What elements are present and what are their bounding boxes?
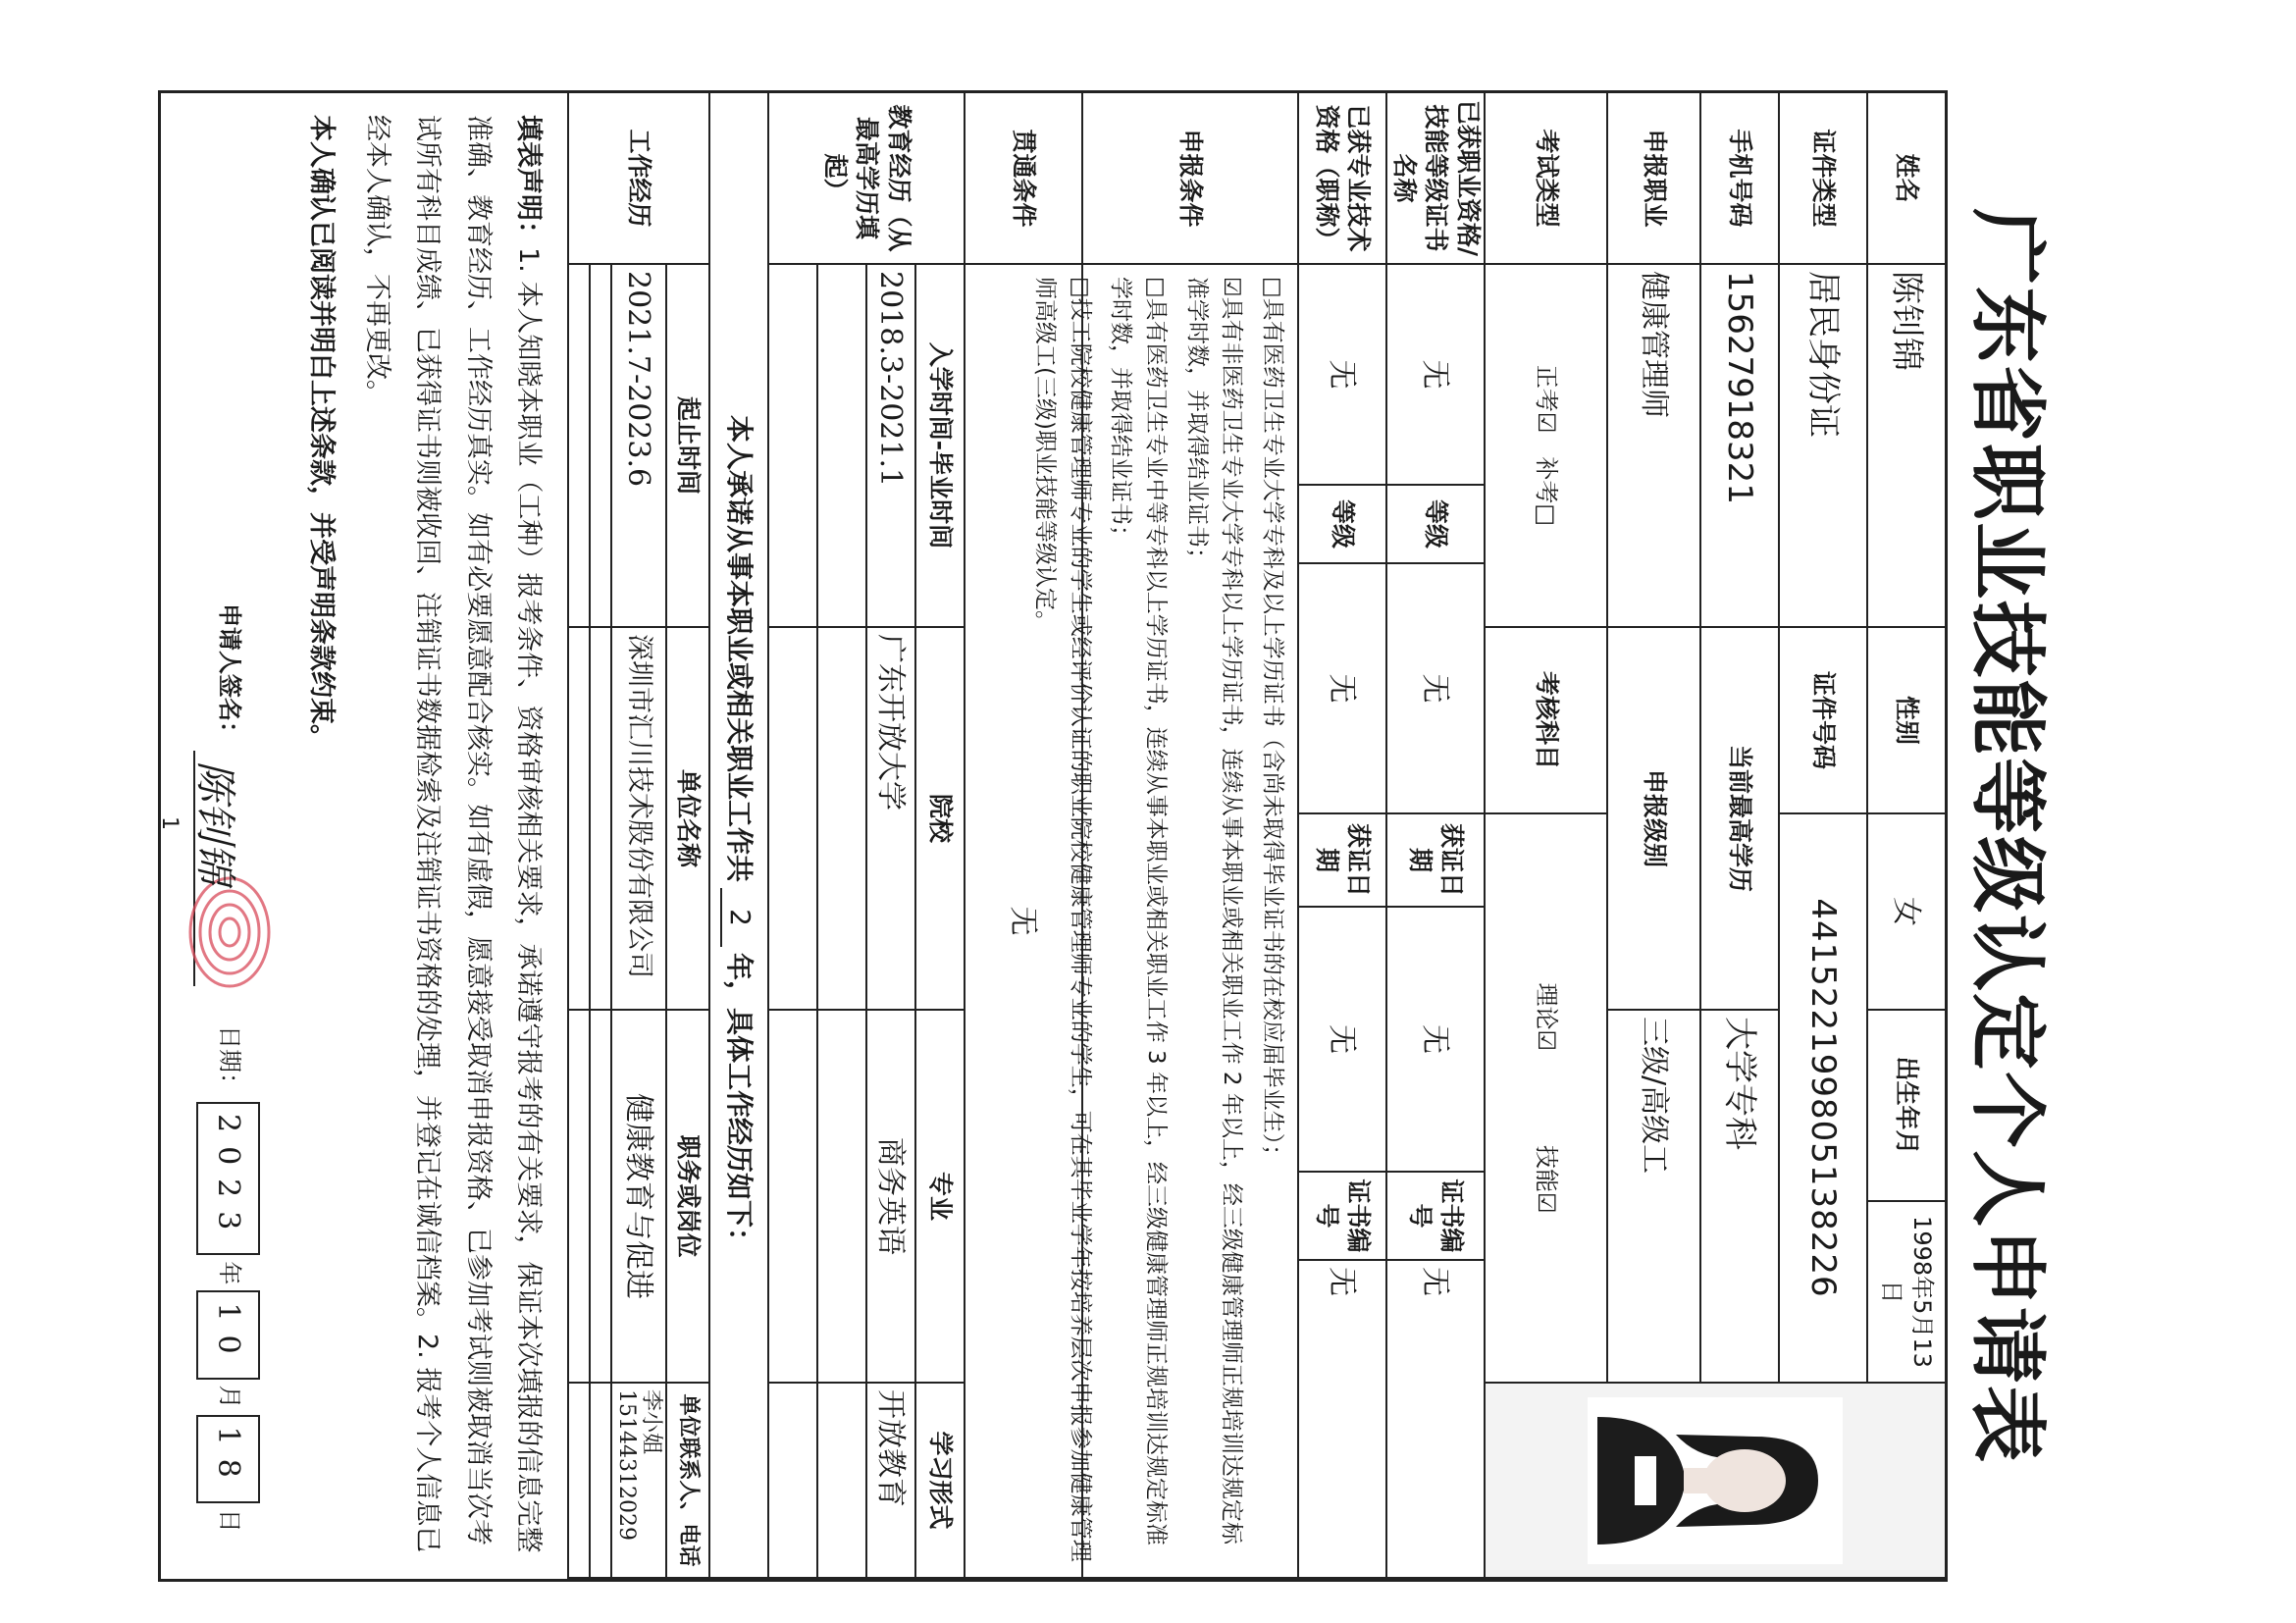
- value-subjects[interactable]: 理论☑ 技能☑: [1484, 814, 1606, 1384]
- date-label: 日期：: [215, 1025, 243, 1096]
- handwritten-signature: 陈钊锦: [191, 760, 239, 885]
- label-id-no: 证件号码: [1778, 628, 1866, 814]
- value-level[interactable]: 三级/高级工: [1606, 1011, 1699, 1384]
- rotated-form-sheet: [152, 90, 2065, 1582]
- label-qual-no: 证书编号: [1385, 1173, 1484, 1261]
- value-through[interactable]: 无: [964, 265, 1081, 1579]
- label-phone: 手机号码: [1699, 93, 1778, 265]
- work-header-contact: 单位联系人、电话: [665, 1384, 708, 1579]
- form-title: 广东省职业技能等级认定个人申请表: [1962, 207, 2051, 1464]
- edu-row-1-time[interactable]: 2018.3-2021.1: [865, 265, 914, 628]
- edu-header-school: 院校: [914, 628, 964, 1011]
- edu-row-3-form[interactable]: [767, 1384, 816, 1579]
- edu-row-3-school[interactable]: [767, 628, 816, 1011]
- label-edu: 当前最高学历: [1699, 628, 1778, 1011]
- promise-years[interactable]: 2: [720, 888, 757, 947]
- declaration-text: 1. 本人知晓本职业（工种）报考条件、资格审核相关要求，承诺遵守报考的有关要求，保证本次填报的信息完整准确、教育经历、工作经历真实。如有必要愿意配合核实。如有虚假，愿意接受取消申报资格、已参加考试则被取消当次考试所有科目成绩、已获得证书则被收回、注销证书数据检索及注销证书资格的处理，并登记在诚信档案。2. 报考个人信息已经本人确认，不再更改。: [362, 115, 544, 1553]
- edu-header-time: 入学时间-毕业时间: [914, 265, 964, 628]
- edu-row-3-major[interactable]: [767, 1011, 816, 1384]
- edu-row-1-school[interactable]: 广东开放大学: [865, 628, 914, 1011]
- label-education: 教育经历（从最高学历填起）: [767, 93, 964, 265]
- edu-row-2-major[interactable]: [816, 1011, 865, 1384]
- edu-row-1-major[interactable]: 商务英语: [865, 1011, 914, 1384]
- work-header-position: 职务或岗位: [665, 1011, 708, 1384]
- declaration-heading: 填表声明：: [513, 115, 544, 247]
- value-title-grade[interactable]: 无: [1297, 564, 1385, 814]
- value-edu[interactable]: 大学专科: [1699, 1011, 1778, 1384]
- edu-row-2-school[interactable]: [816, 628, 865, 1011]
- date-day-label: 日: [215, 1508, 243, 1533]
- work-row-1-contact[interactable]: 李小姐 15144312029: [610, 1384, 665, 1579]
- work-row-1-company[interactable]: 深圳市汇川技术股份有限公司: [610, 628, 665, 1011]
- edu-row-3-time[interactable]: [767, 265, 816, 628]
- date-month-label: 月: [215, 1385, 243, 1409]
- label-gender: 性别: [1866, 628, 1945, 814]
- label-name: 姓名: [1866, 93, 1945, 265]
- label-occupation: 申报职业: [1606, 93, 1699, 265]
- condition-option-1[interactable]: □具有医药卫生专业大学专科及以上学历证书（含尚未取得毕业证书的在校应届毕业生）；: [1260, 277, 1285, 1168]
- sign-label: 申请人签名：: [215, 603, 243, 745]
- declaration: [155, 93, 567, 1585]
- work-row-1-position[interactable]: 健康教育与促进: [610, 1011, 665, 1384]
- date-month[interactable]: 10: [197, 1290, 261, 1379]
- value-occupation[interactable]: 健康管理师: [1606, 265, 1699, 628]
- value-exam-type[interactable]: 正考☑ 补考□: [1484, 265, 1606, 628]
- label-level: 申报级别: [1606, 628, 1699, 1011]
- value-title-date[interactable]: 无: [1297, 908, 1385, 1173]
- edu-row-2-time[interactable]: [816, 265, 865, 628]
- work-row-3-time[interactable]: [567, 265, 589, 628]
- promise-prefix: 本人承诺从事本职业或相关职业工作共: [723, 414, 757, 882]
- edu-row-2-form[interactable]: [816, 1384, 865, 1579]
- work-row-3-position[interactable]: [567, 1011, 589, 1384]
- label-qual-date: 获证日期: [1385, 814, 1484, 908]
- value-phone[interactable]: 15627918321: [1699, 265, 1778, 628]
- value-id-type[interactable]: 居民身份证: [1778, 265, 1866, 628]
- edu-header-major: 专业: [914, 1011, 964, 1384]
- date-day[interactable]: 18: [197, 1415, 261, 1503]
- label-through: 贯通条件: [964, 93, 1081, 265]
- edu-row-1-form[interactable]: 开放教育: [865, 1384, 914, 1579]
- date-year-label: 年: [215, 1261, 243, 1285]
- label-qual-grade: 等级: [1385, 486, 1484, 564]
- work-promise: [708, 93, 767, 1579]
- condition-option-3[interactable]: □具有医药卫生专业中等专科以上学历证书，连续从事本职业或相关职业工作 3 年以上，经三级健康管理师正规培训达规定标准学时数，并取得结业证书；: [1108, 277, 1170, 1545]
- value-id-no[interactable]: 441522199805138226: [1778, 814, 1866, 1384]
- page-number: 1: [157, 816, 182, 830]
- promise-suffix: 年，具体工作经历如下：: [723, 953, 757, 1256]
- value-qual-no[interactable]: 无: [1385, 1261, 1484, 1579]
- value-title-no[interactable]: 无: [1297, 1261, 1385, 1579]
- condition-option-2[interactable]: ☑具有非医药卫生专业大学专科以上学历证书，连续从事本职业或相关职业工作 2 年以上，经三级健康管理师正规培训达规定标准学时数，并取得结业证书；: [1183, 277, 1245, 1544]
- value-name[interactable]: 陈钊锦: [1866, 265, 1945, 628]
- fingerprint-stamp-icon: [185, 868, 274, 996]
- signature-field[interactable]: [193, 751, 264, 986]
- applicant-photo: [1484, 1384, 1945, 1579]
- value-qual-date[interactable]: 无: [1385, 908, 1484, 1173]
- work-row-3-contact[interactable]: [567, 1384, 589, 1579]
- date-year[interactable]: 2023: [197, 1102, 261, 1255]
- label-qual-cert: 已获职业资格/技能等级证书名称: [1385, 93, 1484, 265]
- label-birth: 出生年月: [1866, 1011, 1945, 1202]
- work-row-1-time[interactable]: 2021.7-2023.6: [610, 265, 665, 628]
- declaration-confirm: 本人确认已阅读并明白上述条款，并受声明条款约束。: [305, 115, 337, 751]
- work-header-time: 起止时间: [665, 265, 708, 628]
- label-title-grade: 等级: [1297, 486, 1385, 564]
- label-subjects: 考核科目: [1484, 628, 1606, 814]
- label-title-cert: 已获专业技术资格（职称）: [1297, 93, 1385, 265]
- work-row-2-time[interactable]: [589, 265, 610, 628]
- label-work: 工作经历: [567, 93, 708, 265]
- label-conditions: 申报条件: [1081, 93, 1297, 265]
- conditions-list: [1032, 265, 1297, 1579]
- work-row-2-company[interactable]: [589, 628, 610, 1011]
- application-form: [158, 90, 1948, 1582]
- value-gender[interactable]: 女: [1866, 814, 1945, 1011]
- condition-option-4[interactable]: □技工院校健康管理师专业的学生或经评价认证的职业院校健康管理师专业的学生，可在其毕业学年按培养层次申报参加健康管理师高级工(三级)职业技能等级认定。: [1032, 277, 1093, 1562]
- value-birth[interactable]: 1998年5月13日: [1866, 1202, 1945, 1384]
- label-title-date: 获证日期: [1297, 814, 1385, 908]
- signature-row: [184, 603, 273, 1565]
- edu-header-form: 学习形式: [914, 1384, 964, 1579]
- work-row-2-contact[interactable]: [589, 1384, 610, 1579]
- work-header-company: 单位名称: [665, 628, 708, 1011]
- work-row-2-position[interactable]: [589, 1011, 610, 1384]
- value-qual-grade[interactable]: 无: [1385, 564, 1484, 814]
- label-title-no: 证书编号: [1297, 1173, 1385, 1261]
- value-title-cert[interactable]: 无: [1297, 265, 1385, 486]
- label-id-type: 证件类型: [1778, 93, 1866, 265]
- value-qual-cert[interactable]: 无: [1385, 265, 1484, 486]
- work-row-3-company[interactable]: [567, 628, 589, 1011]
- portrait-image: [1588, 1397, 1843, 1564]
- label-exam-type: 考试类型: [1484, 93, 1606, 265]
